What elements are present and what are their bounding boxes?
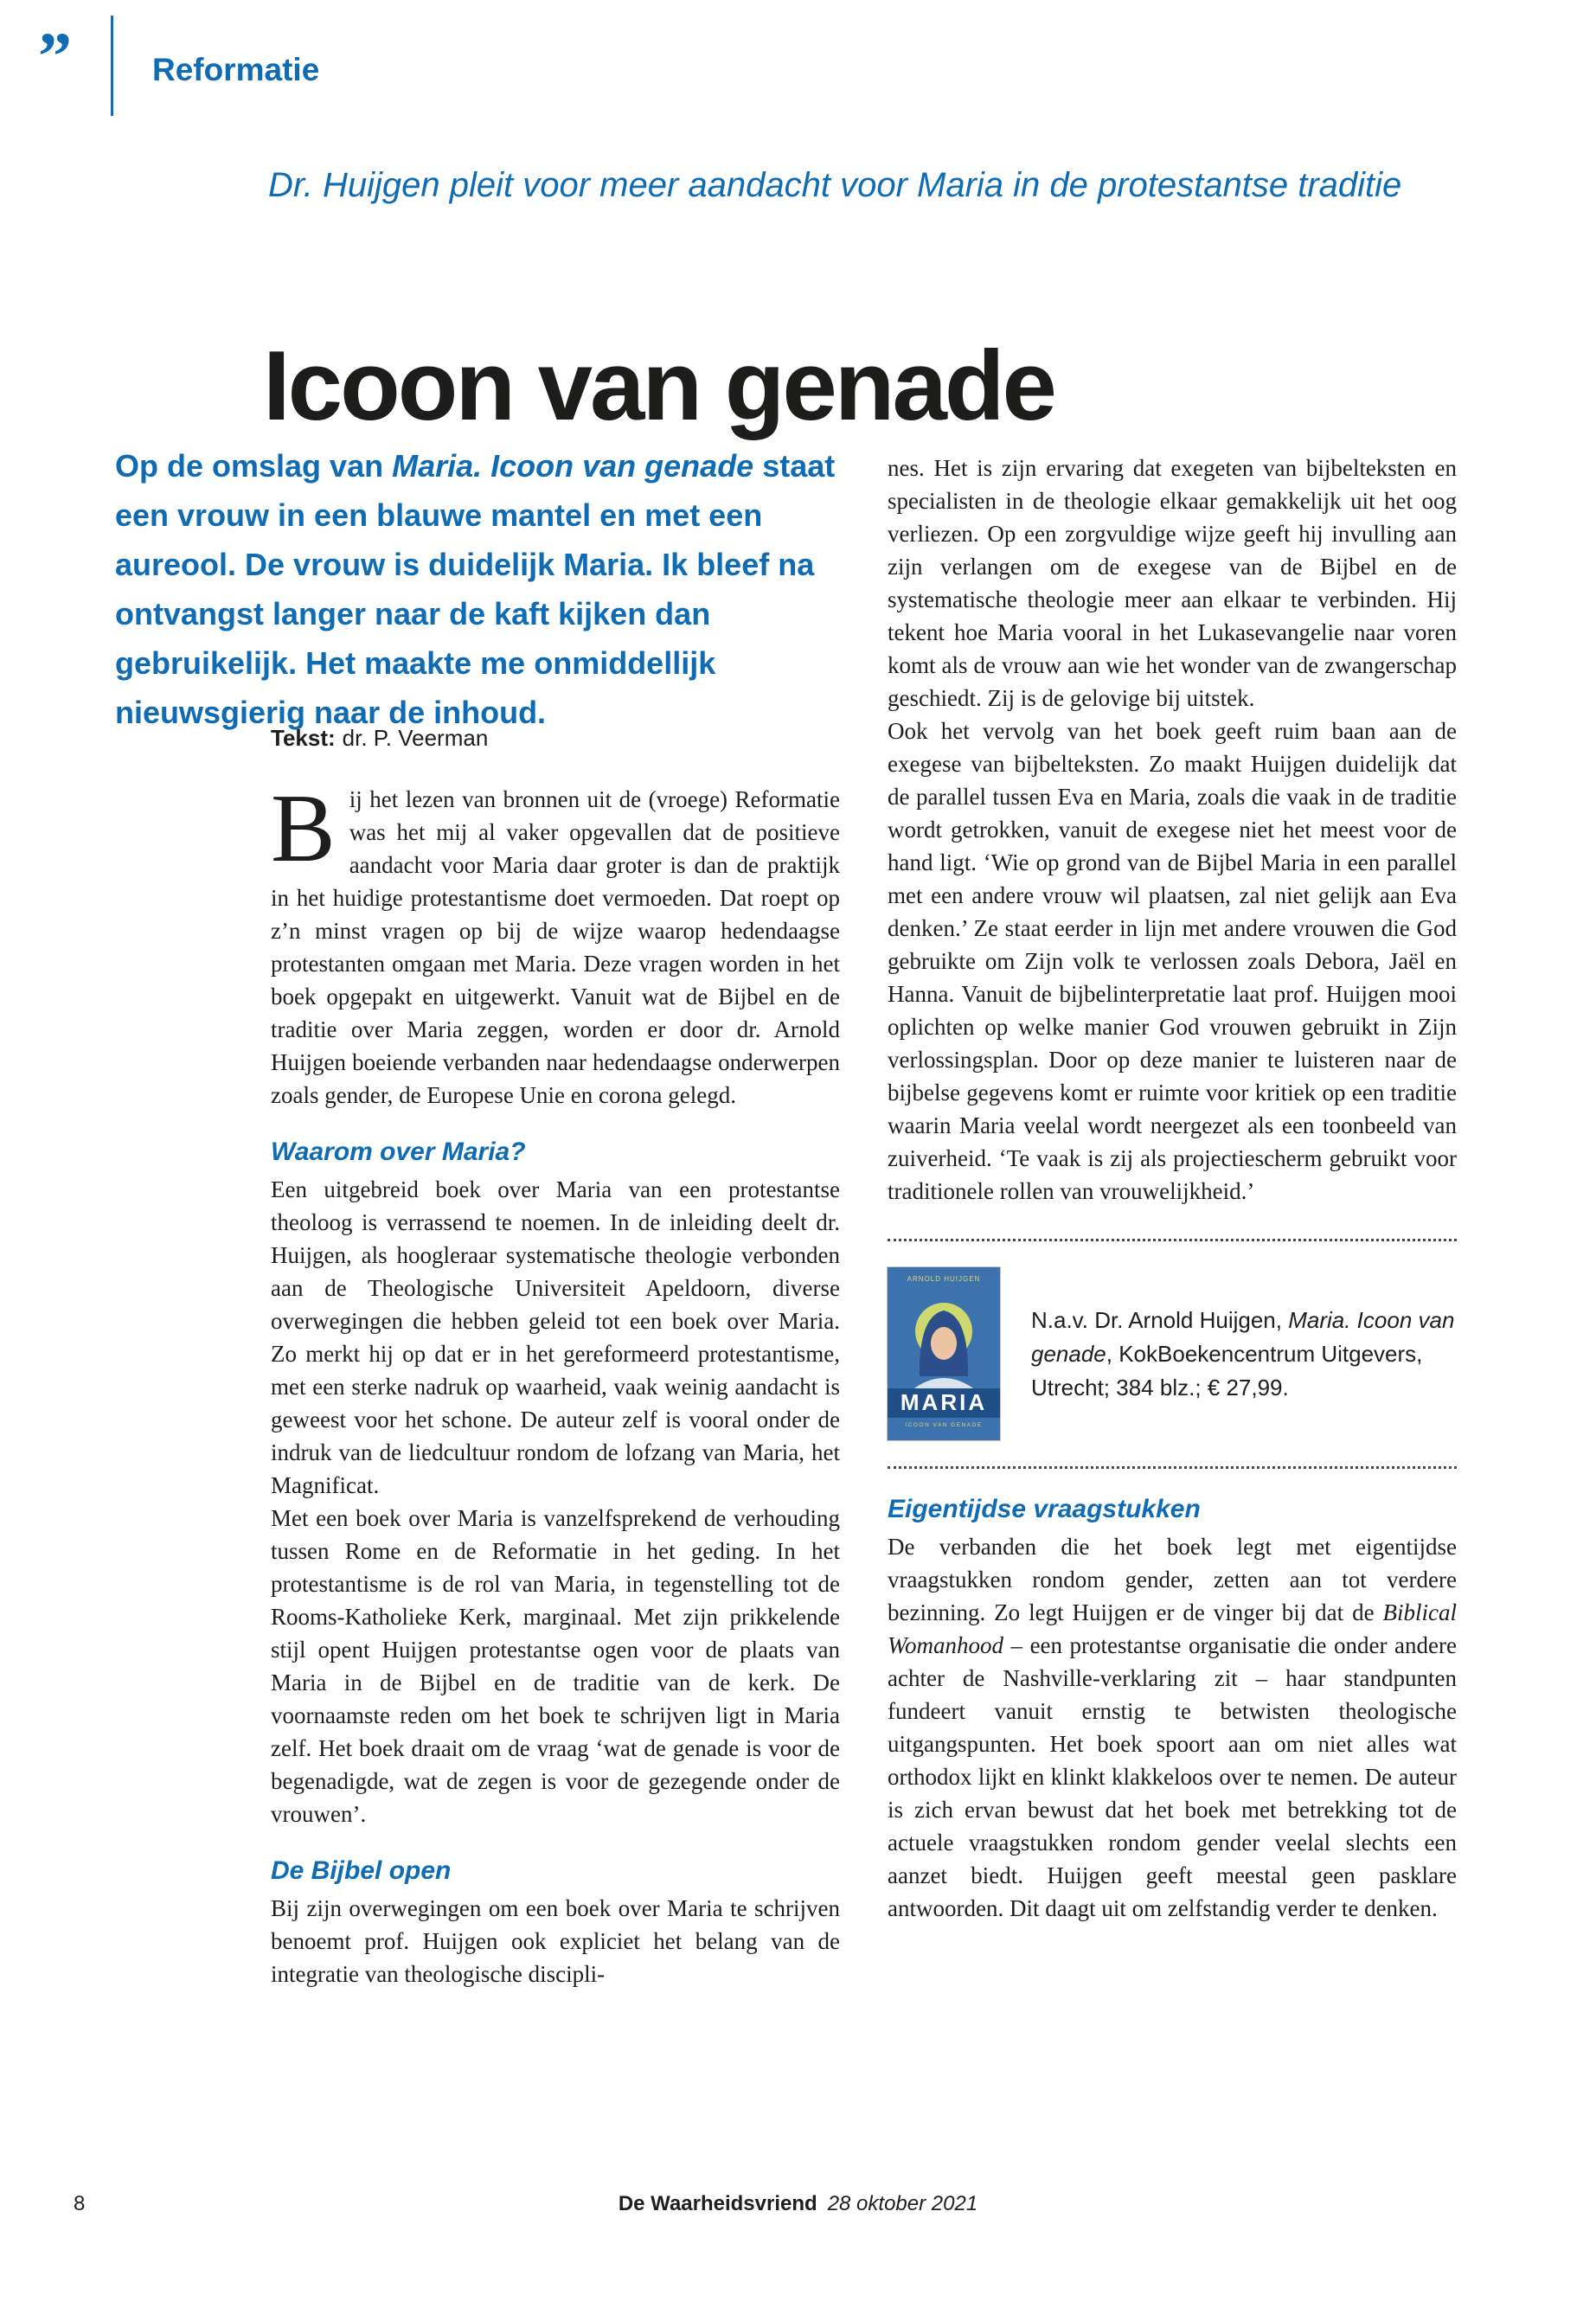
cover-subtitle-text: ICOON VAN GENADE (905, 1422, 983, 1428)
italic-text-segment: Biblical Womanhood (888, 1599, 1457, 1658)
footer-brand: De Waarheidsvriend (618, 2192, 817, 2215)
text-segment: – een protestantse organisatie die onder andere achter de Nashville-verklaring zit – haar standpunten fundeert vanuit ernstig te betwisten theologische uitgangspunten. Het boek spoort aan om niet alles wat orthodox lijkt en klinkt klakkeloos over te nemen. De auteur is zich ervan bewust dat het boek met betrekking tot de actuele vraagstukken rondom gender veelal slechts een aanzet biedt. Huijgen geeft meestal geen pasklare antwoorden. Dit daagt uit om zelfstandig verder te denken. (888, 1632, 1457, 1921)
article-lead (115, 441, 836, 737)
paragraph: Bij het lezen van bronnen uit de (vroege) Reformatie was het mij al vaker opgevallen dat de positieve aandacht voor Maria daar groter is dan de praktijk in het huidige protestantisme doet vermoeden. Dat roept op z’n minst vragen op bij de wijze waarop hedendaagse protestanten omgaan met Maria. Deze vragen worden in het boek opgepakt en uitgewerkt. Vanuit wat de Bijbel en de traditie over Maria zeggen, worden er door dr. Arnold Huijgen boeiende verbanden naar hedendaagse onderwerpen zoals gender, de Europese Unie en corona gelegd. (271, 775, 840, 1108)
column-left (271, 775, 840, 1990)
article-title: Icoon van genade (263, 331, 1054, 442)
italic-text-segment: Maria. Icoon van genade (392, 448, 754, 484)
paragraph: Bij zijn overwegingen om een boek over Maria te schrijven benoemt prof. Huijgen ook expliciet het belang van de integratie van theologische discipli- (271, 1895, 840, 1987)
face-shape (931, 1327, 957, 1360)
paragraph (888, 1530, 1457, 1925)
text-segment: N.a.v. Dr. Arnold Huijgen, (1031, 1306, 1289, 1333)
section-heading: Eigentijdse vraagstukken (888, 1495, 1201, 1523)
paragraph: Een uitgebreid boek over Maria van een protestantse theoloog is verrassend te noemen. In de inleiding deelt dr. Huijgen, als hoogleraar systematische theologie verbonden aan de Theologische Universiteit Apeldoorn, diverse overwegingen die hebben geleid tot een boek over Maria. Zo merkt hij op dat er in het gereformeerd protestantisme, met een sterke nadruk op waarheid, vaak weinig aandacht is geweest voor het schone. De auteur zelf is vooral onder de indruk van de liedcultuur rondom de lofzang van Maria, het Magnificat. (271, 1176, 840, 1498)
book-citation (1031, 1304, 1457, 1405)
paragraph: Met een boek over Maria is vanzelfsprekend de verhouding tussen Rome en de Reformatie in het geding. In het protestantisme is de rol van Maria, in tegenstelling tot de Rooms-Katholieke Kerk, marginaal. Met zijn prikkelende stijl opent Huijgen protestantse ogen voor de plaats van Maria in de Bijbel en de traditie van de kerk. De voornaamste reden om het boek te schrijven ligt in Maria zelf. Het boek draait om de vraag ‘wat de genade is voor de begenadigde, wat de zegen is voor de gezegende onder de vrouwen’. (271, 1505, 840, 1827)
section-heading: De Bijbel open (271, 1856, 452, 1885)
section-label: Reformatie (152, 52, 320, 87)
cover-title-text: MARIA (900, 1389, 988, 1415)
text-segment: Op de omslag van (115, 448, 393, 484)
text-segment: , KokBoekencentrum Uitgevers, Utrecht; 384 blz.; € 27,99. (1031, 1340, 1423, 1400)
byline-name: dr. P. Veerman (342, 725, 489, 751)
byline (271, 725, 488, 752)
dotted-divider-bottom (888, 1466, 1457, 1469)
section-heading: Waarom over Maria? (271, 1138, 526, 1166)
byline-label: Tekst: (271, 725, 336, 751)
book-cover-art (888, 1267, 1000, 1440)
footer (0, 2192, 1596, 2216)
quote-mark-logo: ” (38, 18, 72, 93)
italic-text-segment: Maria. Icoon van genade (1031, 1306, 1455, 1367)
column-right (888, 452, 1457, 1925)
text-segment: staat een vrouw in een blauwe mantel en met een aureool. De vrouw is duidelijk Maria. Ik bleef na ontvangst langer naar de kaft kijken dan gebruikelijk. Het maakte me onmiddellijk nieuwsgierig naar de inhoud. (115, 448, 836, 730)
paragraph: nes. Het is zijn ervaring dat exegeten van bijbelteksten en specialisten in de theologie elkaar gemakkelijk uit het oog verliezen. Op een zorgvuldige wijze geeft hij invulling aan zijn verlangen om de exegese van de Bijbel en de systematische theologie meer aan elkaar te verbinden. Hij tekent hoe Maria vooral in het Lukasevangelie naar voren komt als de vrouw aan wie het wonder van de zwangerschap geschiedt. Zij is de gelovige bij uitstek. (888, 455, 1457, 711)
text-segment: De verbanden die het boek legt met eigentijdse vraagstukken rondom gender, zetten aan tot verdere bezinning. Zo legt Huijgen er de vinger bij dat de (888, 1534, 1457, 1625)
book-reference-box (888, 1239, 1457, 1469)
dropcap-letter: B (271, 775, 336, 882)
article-kicker: Dr. Huijgen pleit voor meer aandacht voor Maria in de protestantse traditie (268, 166, 1402, 204)
header-divider (111, 16, 113, 116)
page-number: 8 (74, 2192, 86, 2215)
footer-date: 28 oktober 2021 (827, 2192, 978, 2215)
cover-author-text: ARNOLD HUIJGEN (907, 1275, 981, 1283)
book-cover-image (888, 1267, 1000, 1440)
paragraph: Ook het vervolg van het boek geeft ruim baan aan de exegese van bijbelteksten. Zo maakt Huijgen duidelijk dat de parallel tussen Eva en Maria, zoals die vaak in de traditie wordt getrokken, vanuit de exegese niet het meest voor de hand ligt. ‘Wie op grond van de Bijbel Maria in een parallel met een andere vrouw wil plaatsen, zal niet gelijk aan Eva denken.’ Ze staat eerder in lijn met andere vrouwen die God gebruikte om Zijn volk te verlossen zoals Debora, Jaël en Hanna. Vanuit de bijbelinterpretatie laat prof. Huijgen mooi oplichten op welke manier God vrouwen gebruikt in Zijn verlossingsplan. Door op deze manier te luisteren naar de bijbelse gegevens komt er ruimte voor kritiek op een traditie waarin Maria veelal wordt neergezet als een toonbeeld van zuiverheid. ‘Te vaak is zij als projectiescherm gebruikt voor traditionele rollen van vrouwelijkheid.’ (888, 718, 1457, 1204)
